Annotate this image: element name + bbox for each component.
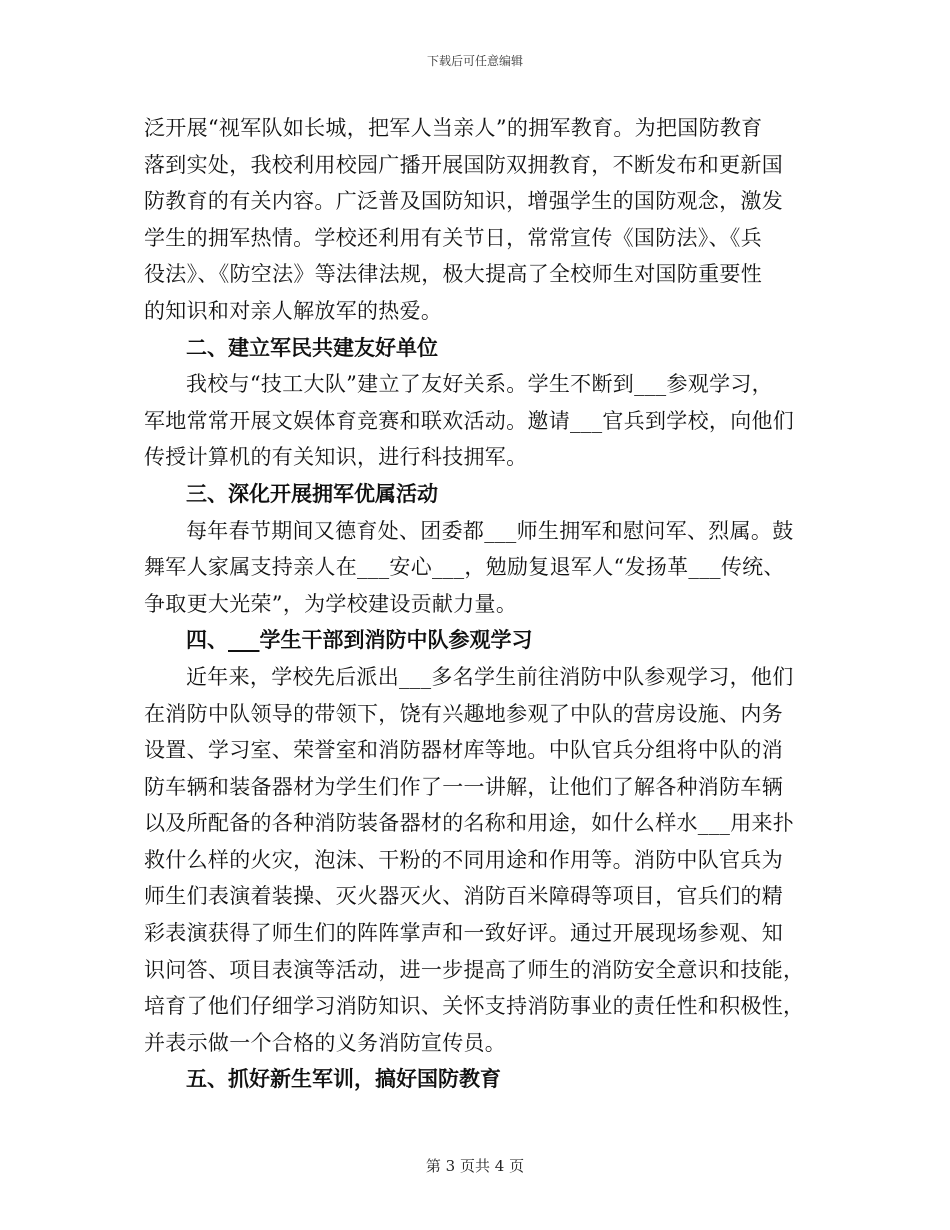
text-line: 学生的拥军热情。学校还利用有关节日，常常宣传《国防法》、《兵: [144, 225, 762, 250]
text-line: 泛开展“视军队如长城，把军人当亲人”的拥军教育。为把国防教育: [144, 116, 763, 140]
text-line: 传授计算机的有关知识，进行科技拥军。: [144, 445, 528, 470]
text-line: 争取更大光荣”，为学校建设贡献力量。: [144, 591, 518, 616]
text-line: 彩表演获得了师生们的阵阵掌声和一致好评。通过开展现场参观、知: [144, 921, 783, 946]
text-line: 的知识和对亲人解放军的热爱。: [144, 298, 443, 323]
paragraph-fire-brigade-visit: [144, 659, 809, 1062]
text-line: 舞军人家属支持亲人在___安心___，勉励复退军人“发扬革___传统、: [144, 555, 785, 580]
document-body: [144, 110, 809, 1098]
section-heading-4: 四、___学生干部到消防中队参观学习: [186, 627, 533, 653]
section-heading-2: 二、建立军民共建友好单位: [186, 334, 438, 360]
text-line: 军地常常开展文娱体育竞赛和联欢活动。邀请___官兵到学校，向他们: [144, 408, 795, 433]
text-line: 识问答、项目表演等活动，进一步提高了师生的消防安全意识和技能，: [144, 957, 805, 982]
text-line: 以及所配备的各种消防装备器材的名称和用途，如什么样水___用来扑: [144, 811, 795, 836]
text-line: 救什么样的火灾，泡沫、干粉的不同用途和作用等。消防中队官兵为: [144, 847, 783, 872]
text-line: 役法》、《防空法》等法律法规，极大提高了全校师生对国防重要性: [144, 262, 762, 287]
text-line: 师生们表演着装操、灭火器灭火、消防百米障碍等项目，官兵们的精: [144, 884, 783, 909]
text-line: 防车辆和装备器材为学生们作了一一讲解，让他们了解各种消防车辆: [144, 774, 783, 799]
section-heading-5: 五、抓好新生军训，搞好国防教育: [186, 1066, 501, 1092]
text-line: 近年来，学校先后派出___多名学生前往消防中队参观学习，他们: [186, 664, 794, 689]
text-line: 落到实处，我校利用校园广播开展国防双拥教育，不断发布和更新国: [144, 152, 783, 177]
paragraph-national-defense-education: [144, 110, 809, 330]
section-heading-3: 三、深化开展拥军优属活动: [186, 480, 438, 506]
text-line: 设置、学习室、荣誉室和消防器材库等地。中队官兵分组将中队的消: [144, 738, 783, 763]
page-number: 第 3 页共 4 页: [425, 1157, 525, 1175]
text-line: 在消防中队领导的带领下，饶有兴趣地参观了中队的营房设施、内务: [144, 701, 783, 726]
page-header-note: 下载后可任意编辑: [426, 54, 523, 68]
text-line: 我校与“技工大队”建立了友好关系。学生不断到___参观学习，: [186, 372, 773, 397]
paragraph-support-army-activities: [144, 513, 809, 623]
text-line: 防教育的有关内容。广泛普及国防知识，增强学生的国防观念，激发: [144, 189, 783, 214]
text-line: 培育了他们仔细学习消防知识、关怀支持消防事业的责任性和积极性，: [144, 994, 805, 1019]
text-line: 每年春节期间又德育处、团委都___师生拥军和慰问军、烈属。鼓: [186, 518, 794, 543]
text-line: 并表示做一个合格的义务消防宣传员。: [144, 1030, 507, 1055]
paragraph-friendly-unit: [144, 366, 809, 476]
